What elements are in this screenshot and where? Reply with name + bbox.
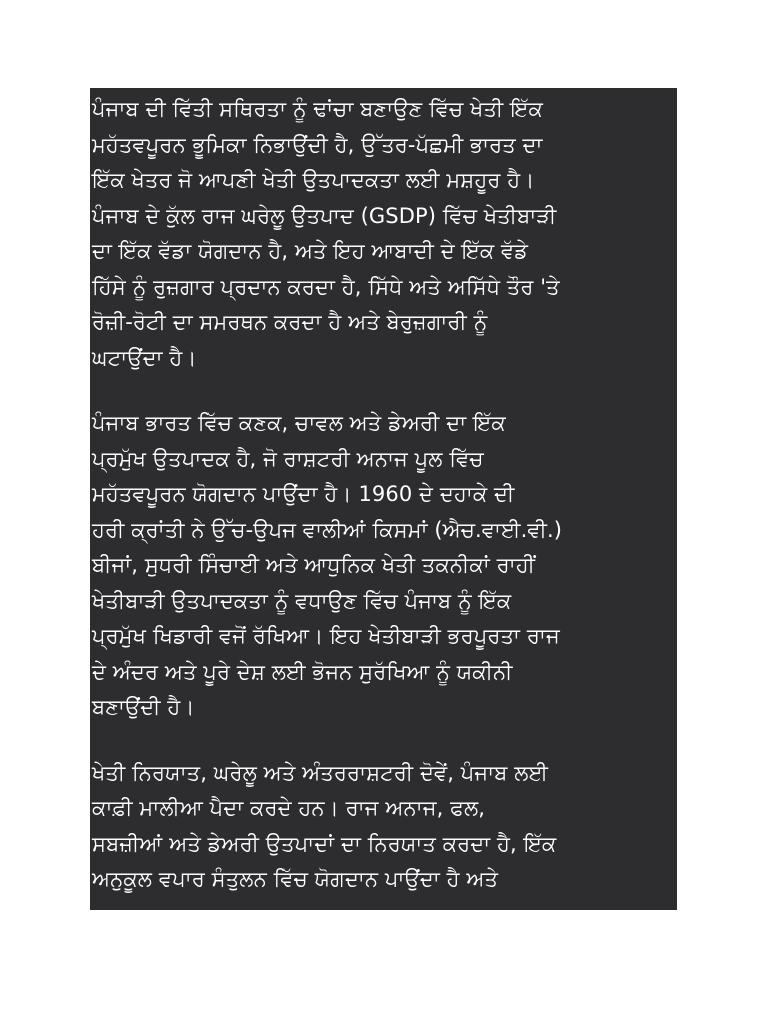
text-line: ਕਾਫ਼ੀ ਮਾਲੀਆ ਪੈਦਾ ਕਰਦੇ ਹਨ। ਰਾਜ ਅਨਾਜ, ਫਲ, xyxy=(92,796,486,820)
text-block xyxy=(90,88,677,910)
paragraph-gap xyxy=(92,376,675,406)
text-line: ਸਬਜ਼ੀਆਂ ਅਤੇ ਡੇਅਰੀ ਉਤਪਾਦਾਂ ਦਾ ਨਿਰਯਾਤ ਕਰਦਾ ਹੈ, ਇੱਕ xyxy=(92,831,557,856)
text-line: ਪੰਜਾਬ ਭਾਰਤ ਵਿੱਚ ਕਣਕ, ਚਾਵਲ ਅਤੇ ਡੇਅਰੀ ਦਾ ਇੱਕ xyxy=(92,411,506,435)
text-line: ਬੀਜਾਂ, ਸੁਧਰੀ ਸਿੰਚਾਈ ਅਤੇ ਆਧੁਨਿਕ ਖੇਤੀ ਤਕਨੀਕਾਂ ਰਾਹੀਂ xyxy=(92,553,536,577)
text-line: ਰੋਜ਼ੀ-ਰੋਟੀ ਦਾ ਸਮਰਥਨ ਕਰਦਾ ਹੈ ਅਤੇ ਬੇਰੁਜ਼ਗਾਰੀ ਨੂੰ xyxy=(92,310,488,334)
text-line: ਹਿੱਸੇ ਨੂੰ ਰੁਜ਼ਗਾਰ ਪ੍ਰਦਾਨ ਕਰਦਾ ਹੈ, ਸਿੱਧੇ ਅਤੇ ਅਸਿੱਧੇ ਤੌਰ 'ਤੇ xyxy=(92,274,560,299)
text-line: ਪੰਜਾਬ ਦੀ ਵਿੱਤੀ ਸਥਿਰਤਾ ਨੂੰ ਢਾਂਚਾ ਬਣਾਉਣ ਵਿੱਚ ਖੇਤੀ ਇੱਕ xyxy=(92,97,543,121)
text-line: ਪ੍ਰਮੁੱਖ ਉਤਪਾਦਕ ਹੈ, ਜੋ ਰਾਸ਼ਟਰੀ ਅਨਾਜ ਪੂਲ ਵਿੱਚ xyxy=(92,446,484,471)
text-line: ਪ੍ਰਮੁੱਖ ਖਿਡਾਰੀ ਵਜੋਂ ਰੱਖਿਆ। ਇਹ ਖੇਤੀਬਾੜੀ ਭਰਪੂਰਤਾ ਰਾਜ xyxy=(92,624,560,648)
text-line: ਦਾ ਇੱਕ ਵੱਡਾ ਯੋਗਦਾਨ ਹੈ, ਅਤੇ ਇਹ ਆਬਾਦੀ ਦੇ ਇੱਕ ਵੱਡੇ xyxy=(92,239,529,263)
text-line: ਪੰਜਾਬ ਦੇ ਕੁੱਲ ਰਾਜ ਘਰੇਲੂ ਉਤਪਾਦ (GSDP) ਵਿੱਚ ਖੇਤੀਬਾੜੀ xyxy=(92,203,557,228)
text-line: ਮਹੱਤਵਪੂਰਨ ਭੂਮਿਕਾ ਨਿਭਾਉਂਦੀ ਹੈ, ਉੱਤਰ-ਪੱਛਮੀ ਭਾਰਤ ਦਾ xyxy=(92,132,543,157)
paragraph-gap xyxy=(92,726,675,756)
text-line: ਖੇਤੀਬਾੜੀ ਉਤਪਾਦਕਤਾ ਨੂੰ ਵਧਾਉਣ ਵਿੱਚ ਪੰਜਾਬ ਨੂੰ ਇੱਕ xyxy=(92,588,512,613)
text-line: ਬਣਾਉਂਦੀ ਹੈ। xyxy=(92,695,195,719)
text-line: ਇੱਕ ਖੇਤਰ ਜੋ ਆਪਣੀ ਖੇਤੀ ਉਤਪਾਦਕਤਾ ਲਈ ਮਸ਼ਹੂਰ ਹੈ। xyxy=(92,168,535,192)
text-line: ਮਹੱਤਵਪੂਰਨ ਯੋਗਦਾਨ ਪਾਉਂਦਾ ਹੈ। 1960 ਦੇ ਦਹਾਕੇ ਦੀ xyxy=(92,482,515,506)
text-line: ਹਰੀ ਕ੍ਰਾਂਤੀ ਨੇ ਉੱਚ-ਉਪਜ ਵਾਲੀਆਂ ਕਿਸਮਾਂ (ਐਚ.ਵਾਈ.ਵੀ.) xyxy=(92,517,563,542)
text-line: ਦੇ ਅੰਦਰ ਅਤੇ ਪੂਰੇ ਦੇਸ਼ ਲਈ ਭੋਜਨ ਸੁਰੱਖਿਆ ਨੂੰ ਯਕੀਨੀ xyxy=(92,659,513,684)
text-line: ਖੇਤੀ ਨਿਰਯਾਤ, ਘਰੇਲੂ ਅਤੇ ਅੰਤਰਰਾਸ਼ਟਰੀ ਦੋਵੇਂ, ਪੰਜਾਬ ਲਈ xyxy=(92,760,549,785)
text-line: ਘਟਾਉਂਦਾ ਹੈ। xyxy=(92,345,197,370)
paragraph-1 xyxy=(92,92,675,376)
text-line: ਅਨੁਕੂਲ ਵਪਾਰ ਸੰਤੁਲਨ ਵਿੱਚ ਯੋਗਦਾਨ ਪਾਉਂਦਾ ਹੈ ਅਤੇ xyxy=(92,867,499,891)
paragraph-3 xyxy=(92,756,675,898)
paragraph-2 xyxy=(92,406,675,726)
